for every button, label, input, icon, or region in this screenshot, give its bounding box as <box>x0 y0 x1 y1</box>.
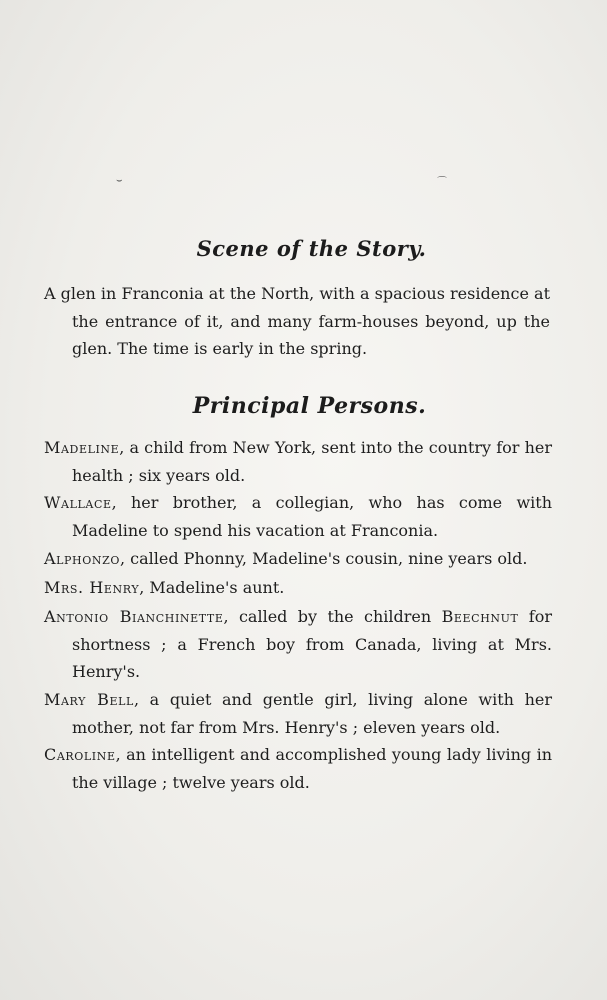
person-description: , an intelligent and accomplished young lady living in the village ; twelve years old. <box>72 745 552 792</box>
person-name: Caroline <box>44 745 116 764</box>
person-description-continued: for shortness ; a French boy from Canada, living at Mrs. Henry's. <box>72 607 553 681</box>
person-entry-mrs-henry <box>44 574 552 602</box>
ink-speck-decoration: ⌣ <box>116 175 123 186</box>
person-name: Mrs. Henry <box>44 578 140 597</box>
person-entry-caroline <box>44 741 552 796</box>
person-name: Wallace <box>44 493 112 512</box>
scene-heading: Scene of the Story. <box>196 236 427 261</box>
person-entry-alphonzo <box>44 545 552 573</box>
persons-heading: Principal Persons. <box>192 393 427 419</box>
person-nickname: Beechnut <box>441 607 519 626</box>
person-description: , Madeline's aunt. <box>139 578 285 597</box>
scene-description: A glen in Franconia at the North, with a spacious residence at the entrance of it, and many farm-houses beyond, up the glen. The time is early in the spring. <box>44 284 550 358</box>
person-name: Mary Bell <box>44 690 134 709</box>
person-entry-mary-bell <box>44 686 552 741</box>
person-description: , called by the children <box>223 607 442 626</box>
person-name: Madeline <box>44 438 120 457</box>
person-description: , her brother, a collegian, who has come with Madeline to spend his vacation at Franconia. <box>72 493 552 540</box>
person-name: Alphonzo <box>44 549 120 568</box>
person-description: , called Phonny, Madeline's cousin, nine years old. <box>119 549 528 568</box>
ink-speck-decoration: ⌒ <box>437 177 447 188</box>
person-name: Antonio Bianchinette <box>44 607 224 626</box>
person-entry-wallace <box>44 489 552 544</box>
person-entry-antonio <box>44 603 552 686</box>
person-entry-madeline <box>44 434 552 489</box>
person-description: , a quiet and gentle girl, living alone with her mother, not far from Mrs. Henry's ; eleven years old. <box>72 690 552 737</box>
person-description: , a child from New York, sent into the country for her health ; six years old. <box>72 438 552 485</box>
